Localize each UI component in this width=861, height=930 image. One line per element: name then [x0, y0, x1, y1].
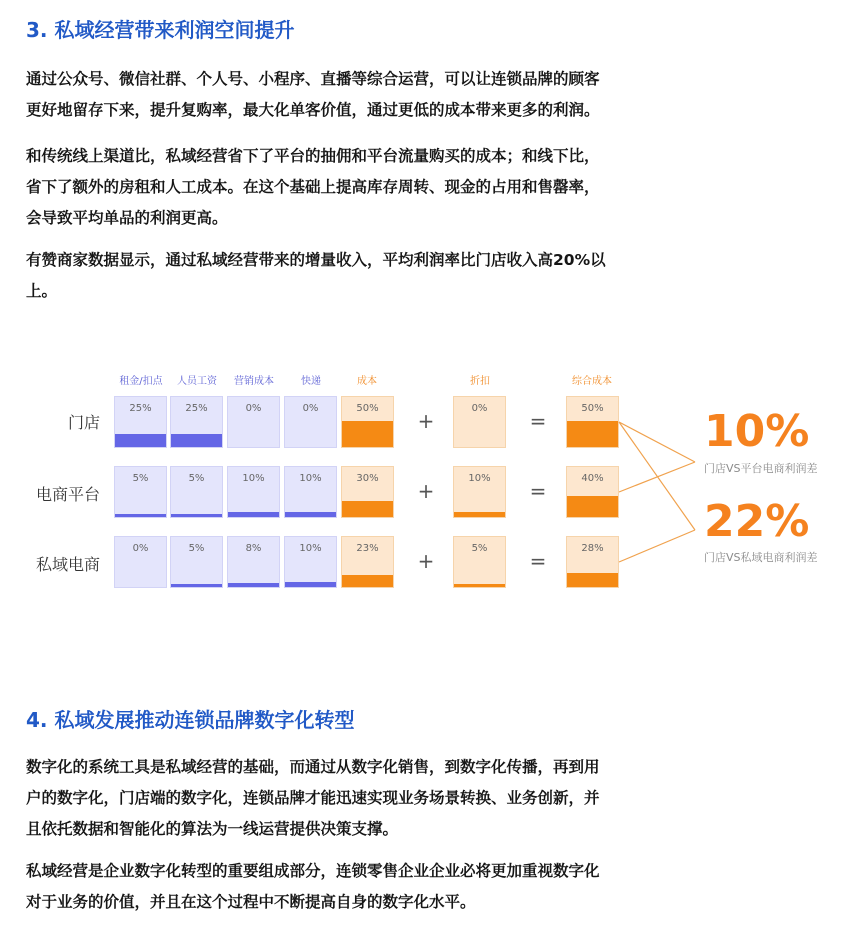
profit-gap-private-caption: 门店VS私域电商利润差: [704, 551, 818, 564]
cell-value: 23%: [356, 543, 379, 554]
cell-value: 0%: [302, 403, 319, 414]
text-line: 和传统线上渠道比，私域经营省下了平台的抽佣和平台流量购买的成本；和线下比，: [26, 147, 600, 165]
cell-value: 10%: [468, 473, 491, 484]
cell-value: 40%: [581, 473, 604, 484]
cell-value: 50%: [356, 403, 379, 414]
text-line: 私域经营是企业数字化转型的重要组成部分，连锁零售企业企业必将更加重视数字化: [26, 862, 600, 880]
cell-value: 10%: [242, 473, 265, 484]
plus-sign: +: [417, 409, 435, 433]
cell-value: 5%: [188, 473, 205, 484]
text-line: 对于业务的价值，并且在这个过程中不断提高自身的数字化水平。: [26, 893, 476, 911]
cell-value: 5%: [471, 543, 488, 554]
text-line: 上。: [26, 282, 58, 300]
profit-gap-platform-value: 10%: [704, 406, 810, 457]
text-line: 省下了额外的房租和人工成本。在这个基础上提高库存周转、现金的占用和售罄率，: [26, 178, 600, 196]
equals-sign: =: [529, 409, 547, 433]
text-line: 更好地留存下来，提升复购率，最大化单客价值，通过更低的成本带来更多的利润。: [26, 101, 600, 119]
header-marketing: 营销成本: [234, 376, 274, 387]
cell-value: 10%: [299, 473, 322, 484]
cell-value: 25%: [129, 403, 152, 414]
section-4-paragraph-2: [26, 856, 716, 918]
header-discount: 折扣: [470, 376, 490, 387]
cell-value: 5%: [132, 473, 149, 484]
cell-value: 10%: [299, 543, 322, 554]
section-4-title: 4. 私域发展推动连锁品牌数字化转型: [26, 708, 355, 732]
cell-value: 0%: [471, 403, 488, 414]
cell-value: 0%: [245, 403, 262, 414]
header-delivery: 快递: [301, 376, 321, 387]
section-4-paragraph-1: [26, 752, 716, 845]
connector-store-to-10: [619, 422, 695, 462]
text-line: 通过公众号、微信社群、个人号、小程序、直播等综合运营，可以让连锁品牌的顾客: [26, 70, 600, 88]
cell-value: 25%: [185, 403, 208, 414]
profit-gap-private-value: 22%: [704, 496, 810, 547]
text-line: 会导致平均单品的利润更高。: [26, 209, 228, 227]
cell-value: 0%: [132, 543, 149, 554]
connector-store-to-22: [619, 422, 695, 530]
header-cost: 成本: [357, 376, 377, 387]
cell-value: 5%: [188, 543, 205, 554]
equals-sign: =: [529, 549, 547, 573]
text-line: 数字化的系统工具是私域经营的基础，而通过从数字化销售，到数字化传播，再到用: [26, 758, 600, 776]
header-combined-cost: 综合成本: [572, 376, 612, 387]
plus-sign: +: [417, 549, 435, 573]
connector-private-to-22: [619, 530, 695, 562]
cell-value: 50%: [581, 403, 604, 414]
section-3-paragraph-2: [26, 141, 716, 234]
profit-gap-platform-caption: 门店VS平台电商利润差: [704, 462, 818, 475]
plus-sign: +: [417, 479, 435, 503]
header-salary: 人员工资: [177, 376, 217, 387]
section-3-paragraph-3: [26, 245, 716, 307]
section-3-paragraph-1: [26, 64, 716, 126]
cell-value: 28%: [581, 543, 604, 554]
header-rent: 租金/扣点: [119, 376, 163, 387]
row-label-store: 门店: [67, 413, 100, 432]
cell-value: 8%: [245, 543, 262, 554]
row-label-private-domain: 私域电商: [35, 555, 100, 574]
cell-value: 30%: [356, 473, 379, 484]
equals-sign: =: [529, 479, 547, 503]
text-line: 且依托数据和智能化的算法为一线运营提供决策支撑。: [26, 820, 399, 838]
row-label-ecommerce: 电商平台: [35, 485, 100, 504]
text-line: 户的数字化，门店端的数字化，连锁品牌才能迅速实现业务场景转换、业务创新，并: [26, 789, 600, 807]
cost-comparison-diagram: [0, 340, 861, 600]
text-line: 有赞商家数据显示，通过私域经营带来的增量收入，平均利润率比门店收入高20%以: [26, 251, 606, 269]
section-3-title: 3. 私域经营带来利润空间提升: [26, 18, 295, 42]
